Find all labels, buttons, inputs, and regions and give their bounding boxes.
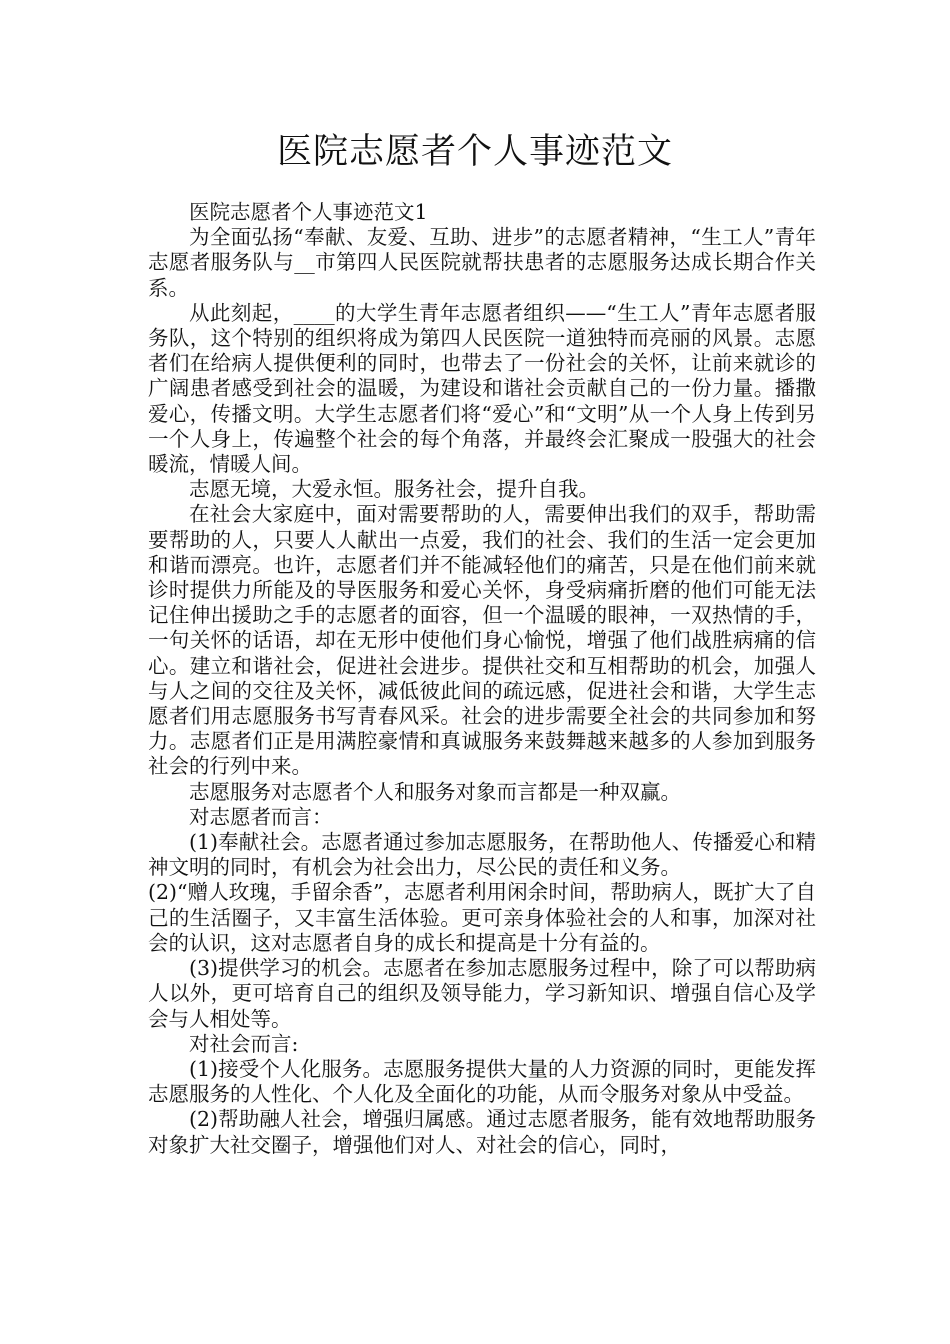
section-heading: 医院志愿者个人事迹范文1 bbox=[189, 200, 428, 224]
paragraph-slogan: 志愿无境，大爱永恒。服务社会，提升自我。 bbox=[189, 477, 599, 502]
paragraph-society-heading: 对社会而言: bbox=[189, 1031, 299, 1056]
paragraph-point-2: (2)“赠人玫瑰，手留余香”，志愿者利用闲余时间，帮助病人，既扩大了自己的生活圈子，又丰富生活体验。更可亲身体验社会的人和事，加深对社会的认识，这对志愿者自身的成长和提高是十分有益的。 bbox=[148, 880, 816, 955]
paragraph-point-3: (3)提供学习的机会。志愿者在参加志愿服务过程中，除了可以帮助病人以外，更可培育自己的组织及领导能力，学习新知识、增强自信心及学会与人相处等。 bbox=[148, 956, 816, 1031]
paragraph-society-point-1: (1)接受个人化服务。志愿服务提供大量的人力资源的同时，更能发挥志愿服务的人性化、个人化及全面化的功能，从而令服务对象从中受益。 bbox=[148, 1056, 816, 1107]
paragraph-service-team: 从此刻起，____的大学生青年志愿者组织——“生工人”青年志愿者服务队，这个特别的组织将成为第四人民医院一道独特而亮丽的风景。志愿者们在给病人提供便利的同时，也带去了一份社会的关怀，让前来就诊的广阔患者感受到社会的温暖，为建设和谐社会贡献自己的一份力量。播撒爱心，传播文明。大学生志愿者们将“爱心”和“文明”从一个人身上传到另一个人身上，传遍整个社会的每个角落，并最终会汇聚成一股强大的社会暖流，情暖人间。 bbox=[148, 300, 816, 477]
paragraph-win-win: 志愿服务对志愿者个人和服务对象而言都是一种双赢。 bbox=[189, 779, 681, 804]
document-body bbox=[148, 200, 816, 1158]
paragraph-point-1: (1)奉献社会。志愿者通过参加志愿服务，在帮助他人、传播爱心和精神文明的同时，有机会为社会出力，尽公民的责任和义务。 bbox=[148, 830, 816, 880]
paragraph-intro: 为全面弘扬“奉献、友爱、互助、进步”的志愿者精神，“生工人”青年志愿者服务队与__市第四人民医院就帮扶患者的志愿服务达成长期合作关系。 bbox=[148, 225, 816, 300]
paragraph-society-point-2: (2)帮助融人社会，增强归属感。通过志愿者服务，能有效地帮助服务对象扩大社交圈子，增强他们对人、对社会的信心，同时， bbox=[148, 1107, 816, 1157]
paragraph-society: 在社会大家庭中，面对需要帮助的人，需要伸出我们的双手，帮助需要帮助的人，只要人人献出一点爱，我们的社会、我们的生活一定会更加和谐而漂亮。也许，志愿者们并不能减轻他们的痛苦，只是在他们前来就诊时提供力所能及的导医服务和爱心关怀，身受病痛折磨的他们可能无法记住伸出援助之手的志愿者的面容，但一个温暖的眼神，一双热情的手，一句关怀的话语，却在无形中使他们身心愉悦，增强了他们战胜病痛的信心。建立和谐社会，促进社会进步。提供社交和互相帮助的机会，加强人与人之间的交往及关怀，减低彼此间的疏远感，促进社会和谐，大学生志愿者们用志愿服务书写青春风采。社会的进步需要全社会的共同参加和努力。志愿者们正是用满腔豪情和真诚服务来鼓舞越来越多的人参加到服务社会的行列中来。 bbox=[148, 502, 816, 779]
document-title: 医院志愿者个人事迹范文 bbox=[276, 132, 673, 172]
paragraph-volunteer-heading: 对志愿者而言： bbox=[189, 804, 333, 829]
